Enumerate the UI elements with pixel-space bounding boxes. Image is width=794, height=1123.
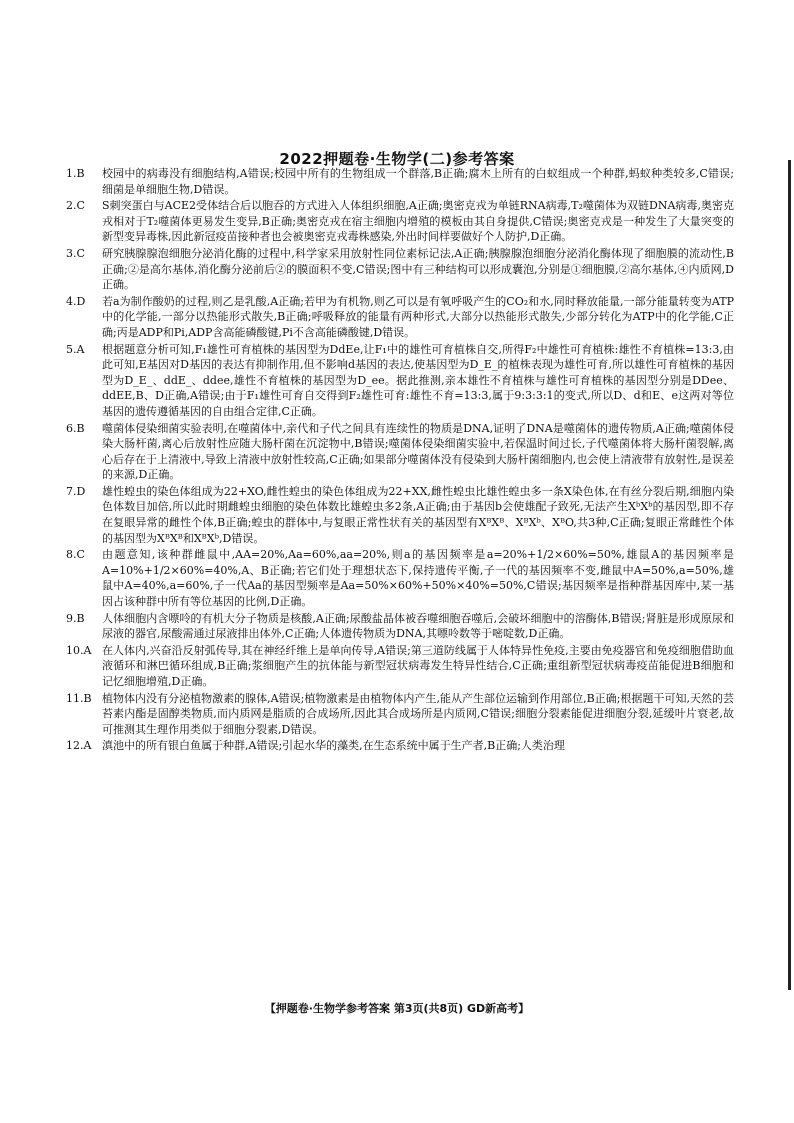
answer-item: [66, 166, 734, 197]
answer-number: 1.B: [66, 167, 85, 180]
answer-number: 10.A: [66, 643, 92, 657]
answer-explanation: 根据题意分析可知,F₁雄性可育植株的基因型为DdEe,让F₁中的雄性可育植株自交,所得F₂中雄性可育植株:雄性不育植株=13:3,由此可知,E基因对D基因的表达有抑制作用,但不影响d基因的表达,使基因型为D_E_的植株表现为雄性可育,所以雄性可育植株的基因型为D_E_、ddE_、ddee,雄性不育植株的基因型为D_ee。据此推测,亲本雄性不育植株与雄性可育植株的基因型分别是DDee、ddEE,B、D正确,A错误;由于F₁雄性可育自交得到F₂雄性可育:雄性不育=13:3,属于9:3:3:1的变式,所以D、d和E、e这两对等位基因的遗传遵循基因的自由组合定律,C正确。: [102, 342, 734, 418]
answer-item: [66, 484, 734, 546]
answer-number: 6.B: [66, 421, 85, 435]
answer-number: 9.B: [66, 611, 85, 625]
answer-explanation: 在人体内,兴奋沿反射弧传导,其在神经纤维上是单向传导,A错误;第三道防线属于人体特异性免疫,主要由免疫器官和免疫细胞借助血液循环和淋巴循环组成,B正确;浆细胞产生的抗体能与新型冠状病毒发生特异性结合,C正确;重组新型冠状病毒疫苗能促进B细胞和记忆细胞增殖,D正确。: [102, 643, 734, 688]
answer-explanation: 滇池中的所有银白鱼属于种群,A错误;引起水华的藻类,在生态系统中属于生产者,B正确;人类治理: [102, 739, 565, 753]
answer-number: 2.C: [66, 199, 85, 213]
answer-item: [66, 246, 734, 293]
page-title: 2022押题卷·生物学(二)参考答案: [279, 150, 515, 168]
answer-explanation: 研究胰腺腺泡细胞分泌消化酶的过程中,科学家采用放射性同位素标记法,A正确;胰腺腺泡细胞分泌消化酶体现了细胞膜的流动性,B正确;②是高尔基体,消化酶分泌前后②的膜面积不变,C错误;图中有三种结构可以形成囊泡,分别是①细胞膜,②高尔基体,④内质网,D正确。: [102, 246, 734, 292]
answer-explanation: 雄性蝗虫的染色体组成为22+XO,雌性蝗虫的染色体组成为22+XX,雌性蝗虫比雄性蝗虫多一条X染色体,在有丝分裂后期,细胞内染色体数目加倍,所以此时期雌蝗虫细胞的染色体数比雄蝗虫多2条,A正确;由于基因b会使雄配子致死,无法产生XᵇXᵇ的基因型,即不存在复眼异常的雌性个体,B正确;蝗虫的群体中,与复眼正常性状有关的基因型有XᴮXᴮ、XᴮXᵇ、XᴮO,共3种,C正确;复眼正常雌性个体的基因型为XᴮXᴮ和XᴮXᵇ,D错误。: [102, 484, 734, 545]
answer-explanation: S刺突蛋白与ACE2受体结合后以胞吞的方式进入人体组织细胞,A正确;奥密克戎为单链RNA病毒,T₂噬菌体为双链DNA病毒,奥密克戎相对于T₂噬菌体更易发生变异,B正确;奥密克戎在宿主细胞内增殖的模板由其自身提供,C错误;奥密克戎是一种发生了大量突变的新型变异毒株,因此新冠疫苗接种者也会被奥密克戎毒株感染,外出时间样要做好个人防护,D正确。: [102, 199, 734, 244]
answer-item: [66, 738, 734, 754]
answer-item: [66, 294, 734, 341]
scan-edge-line: [788, 160, 791, 990]
answer-explanation: 人体细胞内含嘌呤的有机大分子物质是核酸,A正确;尿酸盐晶体被吞噬细胞吞噬后,会破坏细胞中的溶酶体,B错误;肾脏是形成原尿和尿液的器官,尿酸需通过尿液排出体外,C正确;人体遗传物质为DNA,其嘌呤数等于嘧啶数,D正确。: [102, 611, 734, 641]
answer-explanation: 若a为制作酸奶的过程,则乙是乳酸,A正确;若甲为有机物,则乙可以是有氧呼吸产生的CO₂和水,同时释放能量,一部分能量转变为ATP中的化学能,一部分以热能形式散失,B正确;呼吸释放的能量有两种形式,大部分以热能形式散失,少部分转化为ATP中的化学能,C正确;丙是ADP和Pi,ADP含高能磷酸键,Pi不含高能磷酸键,D错误。: [102, 294, 734, 339]
page-footer: 【押题卷·生物学参考答案 第3页(共8页) GD新高考】: [264, 1002, 530, 1015]
answer-item: [66, 547, 734, 609]
answer-number: 3.C: [66, 246, 85, 260]
answer-explanation: 噬菌体侵染细菌实验表明,在噬菌体中,亲代和子代之间具有连续性的物质是DNA,证明了DNA是噬菌体的遗传物质,A正确;噬菌体侵染大肠杆菌,离心后放射性应随大肠杆菌在沉淀物中,B错误;噬菌体侵染细菌实验中,若保温时间过长,子代噬菌体将大肠杆菌裂解,离心后存在于上清液中,导致上清液中放射性较高,C正确;如果部分噬菌体没有侵染到大肠杆菌细胞内,也会使上清液带有放射性,是误差的来源,D正确。: [102, 421, 734, 482]
answer-number: 8.C: [66, 548, 85, 562]
answer-number: 11.B: [66, 691, 92, 705]
answer-item: [66, 643, 734, 690]
answer-number: 12.A: [66, 739, 92, 753]
answer-explanation: 校园中的病毒没有细胞结构,A错误;校园中所有的生物组成一个群落,B正确;腐木上所有的白蚁组成一个种群,蚂蚁种类较多,C错误;细菌是单细胞生物,D错误。: [102, 167, 734, 196]
answer-item: [66, 342, 734, 420]
answer-number: 5.A: [66, 342, 85, 356]
answer-number: 4.D: [66, 294, 86, 308]
answer-list: [66, 166, 734, 996]
answer-number: 7.D: [66, 484, 86, 498]
answer-item: [66, 421, 734, 483]
answer-item: [66, 611, 734, 642]
answer-item: [66, 691, 734, 738]
answer-item: [66, 198, 734, 245]
answer-explanation: 植物体内没有分泌植物激素的腺体,A错误;植物激素是由植物体内产生,能从产生部位运输到作用部位,B正确;根据题干可知,天然的芸苔素内酯是固醇类物质,而内质网是脂质的合成场所,因此其合成场所是内质网,C错误;细胞分裂素能促进细胞分裂,延缓叶片衰老,故可推测其生理作用类似于细胞分裂素,D错误。: [102, 691, 734, 736]
answer-explanation: 由题意知,该种群雌鼠中,AA=20%,Aa=60%,aa=20%,则a的基因频率是a=20%+1/2×60%=50%,雄鼠A的基因频率是A=10%+1/2×60%=40%,A、B正确;若它们处于理想状态下,保持遗传平衡,子一代的基因频率不变,雌鼠中A=50%,a=50%,雄鼠中A=40%,a=60%,子一代Aa的基因型频率是Aa=50%×60%+50%×40%=50%,C错误;基因频率是指种群基因库中,某一基因占该种群中所有等位基因的比例,D正确。: [102, 548, 734, 609]
